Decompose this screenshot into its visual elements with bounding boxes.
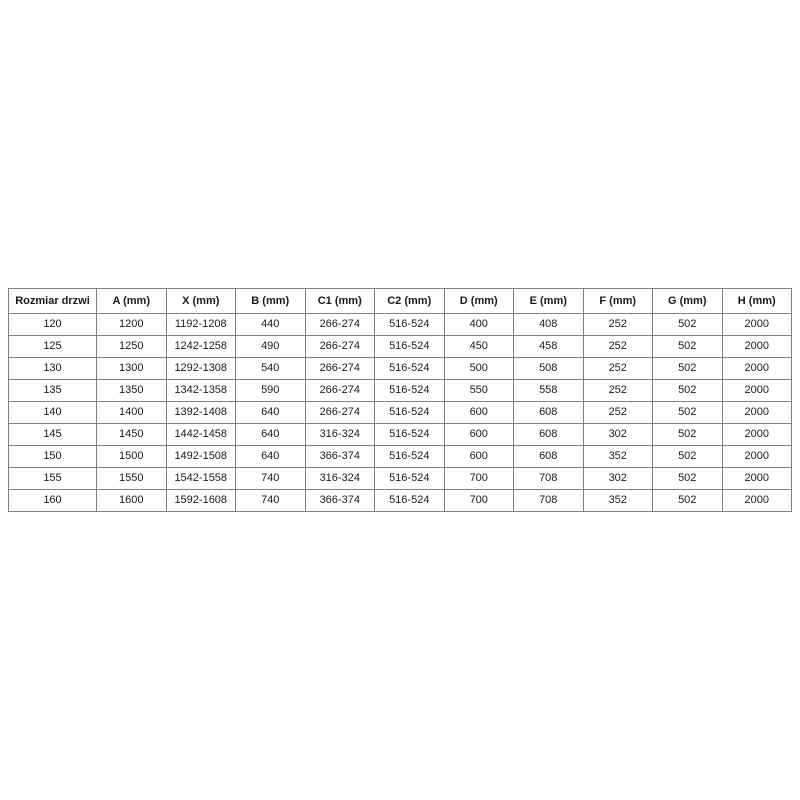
column-header-b: B (mm) [236,289,306,314]
table-cell: 316-324 [305,424,375,446]
table-cell: 1592-1608 [166,490,236,512]
table-cell: 558 [514,380,584,402]
table-cell: 608 [514,446,584,468]
table-cell: 145 [9,424,97,446]
table-cell: 516-524 [375,446,445,468]
table-cell: 1600 [97,490,167,512]
table-cell: 502 [653,468,723,490]
column-header-f: F (mm) [583,289,653,314]
table-cell: 2000 [722,424,792,446]
table-cell: 516-524 [375,380,445,402]
column-header-a: A (mm) [97,289,167,314]
header-row [9,289,792,314]
table-cell: 700 [444,490,514,512]
column-header-c2: C2 (mm) [375,289,445,314]
table-cell: 640 [236,446,306,468]
table-cell: 1342-1358 [166,380,236,402]
table-cell: 125 [9,336,97,358]
table-cell: 550 [444,380,514,402]
table-cell: 640 [236,424,306,446]
table-cell: 1242-1258 [166,336,236,358]
table-cell: 502 [653,490,723,512]
table-cell: 2000 [722,380,792,402]
table-row [9,380,792,402]
table-cell: 140 [9,402,97,424]
table-cell: 266-274 [305,402,375,424]
table-cell: 252 [583,402,653,424]
table-cell: 2000 [722,402,792,424]
table-cell: 135 [9,380,97,402]
table-cell: 608 [514,402,584,424]
table-cell: 2000 [722,468,792,490]
table-cell: 1250 [97,336,167,358]
table-cell: 1292-1308 [166,358,236,380]
table-cell: 266-274 [305,336,375,358]
table-cell: 400 [444,314,514,336]
table-row [9,314,792,336]
table-cell: 516-524 [375,490,445,512]
table-cell: 252 [583,358,653,380]
table-cell: 302 [583,468,653,490]
table-row [9,468,792,490]
table-cell: 266-274 [305,380,375,402]
table-cell: 130 [9,358,97,380]
table-cell: 2000 [722,358,792,380]
table-cell: 708 [514,490,584,512]
column-header-e: E (mm) [514,289,584,314]
table-cell: 502 [653,336,723,358]
table-cell: 600 [444,446,514,468]
table-cell: 366-374 [305,446,375,468]
table-cell: 1450 [97,424,167,446]
table-cell: 120 [9,314,97,336]
table-cell: 1192-1208 [166,314,236,336]
table-header [9,289,792,314]
table-cell: 252 [583,380,653,402]
table-cell: 502 [653,424,723,446]
table-row [9,424,792,446]
table-cell: 502 [653,314,723,336]
table-cell: 316-324 [305,468,375,490]
table-cell: 1200 [97,314,167,336]
table-cell: 252 [583,336,653,358]
column-header-x: X (mm) [166,289,236,314]
table-cell: 302 [583,424,653,446]
table-cell: 740 [236,468,306,490]
table-cell: 352 [583,446,653,468]
table-cell: 608 [514,424,584,446]
column-header-c1: C1 (mm) [305,289,375,314]
table-cell: 266-274 [305,358,375,380]
table-cell: 708 [514,468,584,490]
column-header-rozmiar-drzwi: Rozmiar drzwi [9,289,97,314]
table-cell: 502 [653,446,723,468]
table-cell: 440 [236,314,306,336]
table-cell: 1442-1458 [166,424,236,446]
table-cell: 502 [653,402,723,424]
table-cell: 600 [444,424,514,446]
table-cell: 160 [9,490,97,512]
table-cell: 1300 [97,358,167,380]
table-cell: 1492-1508 [166,446,236,468]
table-cell: 458 [514,336,584,358]
table-cell: 516-524 [375,468,445,490]
table-cell: 252 [583,314,653,336]
table-cell: 540 [236,358,306,380]
table-cell: 2000 [722,314,792,336]
table-cell: 516-524 [375,424,445,446]
table-cell: 408 [514,314,584,336]
table-row [9,490,792,512]
table-cell: 590 [236,380,306,402]
table-cell: 516-524 [375,358,445,380]
column-header-d: D (mm) [444,289,514,314]
table-cell: 700 [444,468,514,490]
table-cell: 266-274 [305,314,375,336]
table-cell: 502 [653,358,723,380]
table-cell: 2000 [722,490,792,512]
table-row [9,402,792,424]
table-cell: 516-524 [375,402,445,424]
table-cell: 1400 [97,402,167,424]
table-cell: 508 [514,358,584,380]
table-cell: 1542-1558 [166,468,236,490]
table-cell: 1392-1408 [166,402,236,424]
table-cell: 2000 [722,446,792,468]
table-body [9,314,792,512]
table-cell: 490 [236,336,306,358]
table-cell: 2000 [722,336,792,358]
table-cell: 352 [583,490,653,512]
table-cell: 600 [444,402,514,424]
table-cell: 366-374 [305,490,375,512]
table-cell: 1350 [97,380,167,402]
table-row [9,336,792,358]
table-cell: 150 [9,446,97,468]
table-cell: 155 [9,468,97,490]
table-cell: 516-524 [375,336,445,358]
door-size-table [8,288,792,512]
table-row [9,446,792,468]
column-header-g: G (mm) [653,289,723,314]
table-cell: 1550 [97,468,167,490]
table-cell: 1500 [97,446,167,468]
table-cell: 516-524 [375,314,445,336]
table-cell: 740 [236,490,306,512]
table-cell: 500 [444,358,514,380]
table-cell: 450 [444,336,514,358]
table-cell: 640 [236,402,306,424]
table-row [9,358,792,380]
table-cell: 502 [653,380,723,402]
column-header-h: H (mm) [722,289,792,314]
